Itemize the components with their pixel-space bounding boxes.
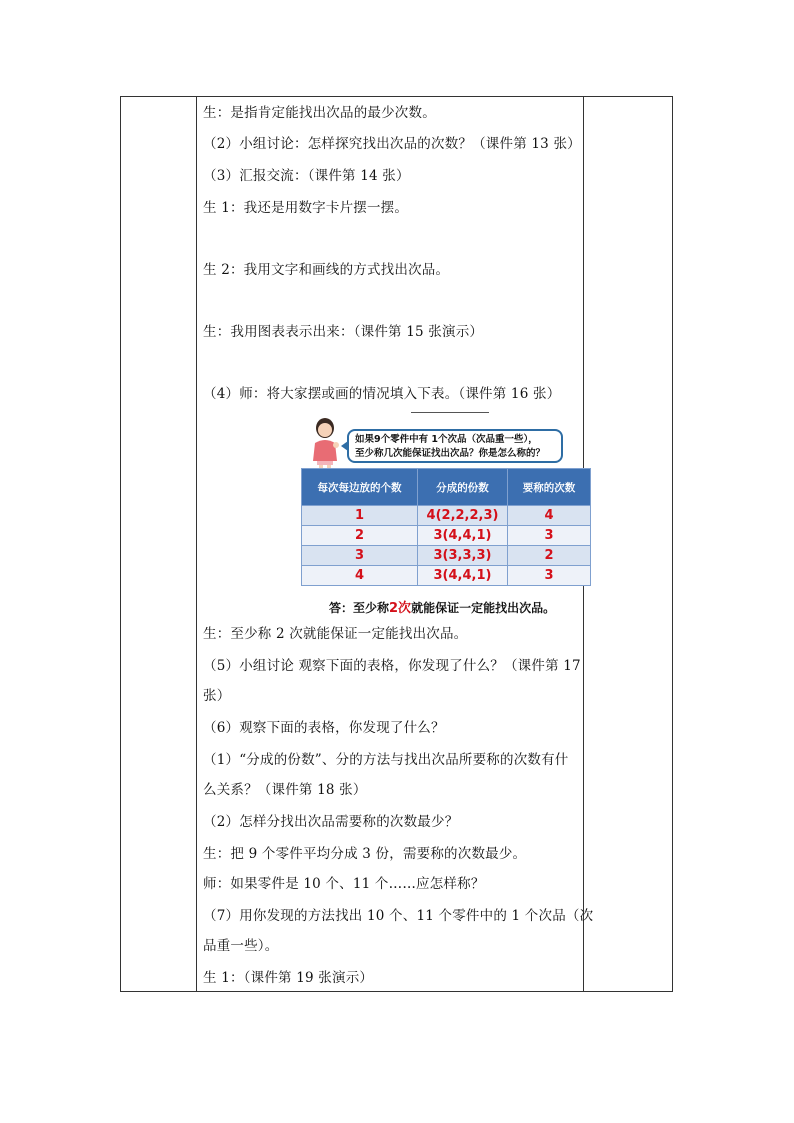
text-line: （2）怎样分找出次品需要称的次数最少？ xyxy=(203,814,459,830)
text-line: 生：是指肯定能找出次品的最少次数。 xyxy=(203,105,436,121)
text-line: 生 2：我用文字和画线的方式找出次品。 xyxy=(203,262,450,278)
lesson-plan-table xyxy=(120,96,673,992)
table-cell: 4 xyxy=(508,506,591,526)
text-line: （6）观察下面的表格，你发现了什么？ xyxy=(203,720,445,736)
answer-highlight: 2次 xyxy=(389,601,412,616)
column-divider xyxy=(196,97,197,991)
courseware-slide xyxy=(301,411,591,621)
table-cell: 1 xyxy=(302,506,418,526)
table-row xyxy=(302,506,591,526)
bubble-line: 如果9个零件中有 1个次品（次品重一些）， xyxy=(355,434,538,445)
text-line: （1）“分成的份数”、分的方法与找出次品所要称的次数有什 xyxy=(203,752,569,768)
text-line: （5）小组讨论 观察下面的表格，你发现了什么？（课件第 17 xyxy=(203,658,581,674)
answer-suffix: 就能保证一定能找出次品。 xyxy=(411,601,556,615)
column-header: 要称的次数 xyxy=(508,469,591,506)
girl-illustration-icon xyxy=(307,417,343,471)
answer-prefix: 答：至少称 xyxy=(329,601,390,615)
bubble-line: 至少称几次能保证找出次品？你是怎么称的？ xyxy=(355,448,546,459)
text-line: （3）汇报交流：（课件第 14 张） xyxy=(203,168,410,184)
column-header: 分成的份数 xyxy=(418,469,508,506)
table-cell: 3 xyxy=(508,566,591,586)
speech-bubble xyxy=(347,429,563,463)
text-line: 张） xyxy=(203,688,231,704)
text-line: 生：把 9 个零件平均分成 3 份，需要称的次数最少。 xyxy=(203,846,527,862)
text-line: 么关系？（课件第 18 张） xyxy=(203,782,367,798)
text-line: 生 1：我还是用数字卡片摆一摆。 xyxy=(203,200,409,216)
table-cell: 3 xyxy=(302,546,418,566)
table-row xyxy=(302,566,591,586)
table-cell: 4 xyxy=(302,566,418,586)
table-header-row xyxy=(302,469,591,506)
table-cell: 3 xyxy=(508,526,591,546)
text-line: 品重一些）。 xyxy=(203,938,279,954)
table-cell: 3(4,4,1) xyxy=(418,526,508,546)
column-header: 每次每边放的个数 xyxy=(302,469,418,506)
table-cell: 4(2,2,2,3) xyxy=(418,506,508,526)
text-line: （7）用你发现的方法找出 10 个、11 个零件中的 1 个次品（次 xyxy=(203,908,594,924)
text-line: 生：我用图表表示出来：（课件第 15 张演示） xyxy=(203,324,484,340)
text-line: 生 1：（课件第 19 张演示） xyxy=(203,970,374,986)
table-cell: 2 xyxy=(508,546,591,566)
answer-text xyxy=(329,597,555,616)
decorative-line xyxy=(411,412,489,413)
weighing-table xyxy=(301,468,591,586)
table-row xyxy=(302,546,591,566)
table-cell: 3(3,3,3) xyxy=(418,546,508,566)
table-row xyxy=(302,526,591,546)
text-line: （4）师：将大家摆或画的情况填入下表。（课件第 16 张） xyxy=(203,386,561,402)
table-cell: 2 xyxy=(302,526,418,546)
text-line: 师：如果零件是 10 个、11 个……应怎样称？ xyxy=(203,876,485,892)
table-cell: 3(4,4,1) xyxy=(418,566,508,586)
text-line: （2）小组讨论：怎样探究找出次品的次数？（课件第 13 张） xyxy=(203,136,581,152)
text-line: 生：至少称 2 次就能保证一定能找出次品。 xyxy=(203,626,468,642)
